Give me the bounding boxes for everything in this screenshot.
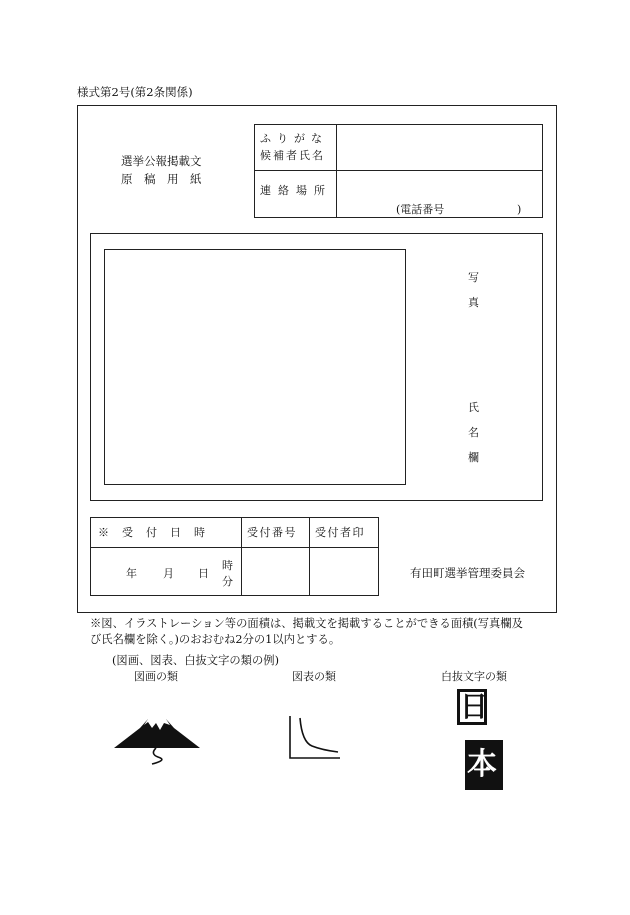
manuscript-title-line1: 選挙公報掲載文	[121, 154, 202, 168]
white-text-char-2: 本	[467, 747, 497, 782]
white-outline-char-1: 日	[460, 690, 489, 723]
reception-number-field[interactable]	[242, 548, 308, 595]
hour-unit: 時	[222, 559, 233, 572]
election-committee-name: 有田町選挙管理委員会	[410, 566, 525, 580]
furigana-label: ふりがな	[260, 132, 328, 145]
manuscript-title-line2: 原 稿 用 紙	[121, 172, 202, 186]
photo-label-char-2: 真	[468, 296, 479, 309]
photo-label-char-1: 写	[468, 271, 479, 284]
receiver-seal-field[interactable]	[310, 548, 378, 595]
year-unit: 年	[126, 567, 137, 580]
name-column-char-3: 欄	[468, 451, 479, 464]
mountain-drawing-icon	[112, 708, 204, 766]
whitetext-example-label: 白抜文字の類	[441, 670, 507, 683]
note-line-2: び氏名欄を除く。)のおおむね2分の1以内とする。	[90, 633, 341, 646]
reception-datetime-label: ※ 受 付 日 時	[98, 526, 206, 539]
phone-number-close: )	[517, 203, 522, 216]
note-line-1: ※図、イラストレーション等の面積は、掲載文を掲載することができる面積(写真欄及	[90, 617, 523, 630]
form-number: 様式第2号(第2条関係)	[77, 85, 193, 99]
white-text-char-box	[455, 740, 503, 790]
contact-place-label: 連絡場所	[260, 184, 332, 197]
receiver-seal-label: 受付者印	[315, 526, 365, 539]
candidate-name-field[interactable]	[337, 125, 542, 169]
phone-number-label: (電話番号	[396, 203, 445, 216]
day-unit: 日	[198, 567, 209, 580]
reception-number-label: 受付番号	[247, 526, 297, 539]
contact-place-field[interactable]	[337, 171, 542, 217]
minute-unit: 分	[222, 575, 233, 588]
drawing-example-label: 図画の類	[134, 670, 178, 683]
curve-chart-icon	[286, 712, 342, 762]
white-outline-char-box	[457, 689, 487, 725]
chart-example-label: 図表の類	[292, 670, 336, 683]
candidate-name-label: 候補者氏名	[260, 149, 325, 162]
note-line-3: (図画、図表、白抜文字の類の例)	[112, 654, 279, 667]
name-column-char-1: 氏	[468, 401, 479, 414]
month-unit: 月	[163, 567, 174, 580]
manuscript-text-area[interactable]	[104, 249, 406, 485]
name-column-char-2: 名	[468, 426, 479, 439]
